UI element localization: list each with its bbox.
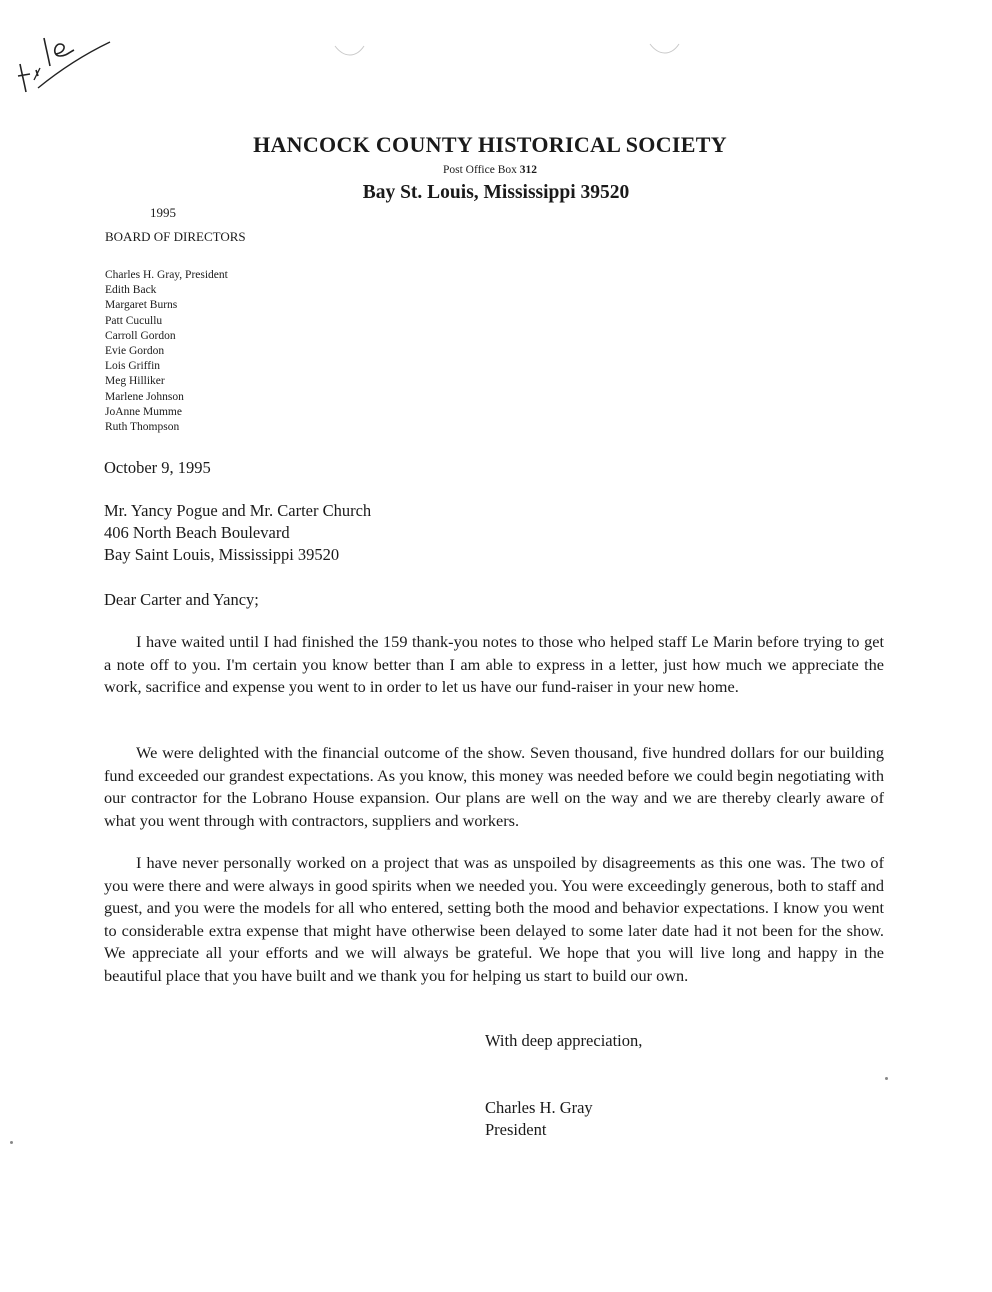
board-member: Patt Cucullu [105, 314, 163, 327]
board-member: Evie Gordon [105, 345, 165, 358]
board-member: Ruth Thompson [105, 421, 180, 434]
board-member: Lois Griffin [105, 360, 161, 373]
board-member: Margaret Burns [105, 299, 178, 312]
signer-name: Charles H. Gray [485, 1098, 593, 1117]
scan-speck [10, 1141, 13, 1144]
organization-city: Bay St. Louis, Mississippi 39520 [362, 182, 630, 203]
organization-name: HANCOCK COUNTY HISTORICAL SOCIETY [253, 132, 727, 157]
board-member: Edith Back [105, 284, 157, 297]
body-paragraph: We were delighted with the financial outcome of the show. Seven thousand, five hundred dollars for our building fund exceeded our grandest expectations. As you know, this money was needed before we could begin negotiating with our contractor for the Lobrano House expansion. Our plans are well on the way and we are thereby clearly aware of what you went through with contractors, suppliers and workers. [104, 743, 884, 830]
board-title: BOARD OF DIRECTORS [105, 229, 246, 244]
board-member: Carroll Gordon [105, 329, 176, 342]
handwritten-file-note [10, 30, 120, 100]
body-paragraph: I have never personally worked on a project that was as unspoiled by disagreements as this one was. The two of you were there and were always in good spirits when we needed you. You were exceedingly generous, both to staff and guest, and you were the models for all who entered, setting both the mood and behavior expectations. I know you went to considerable extra expense that might have otherwise been delayed to some later date had it not been for the show. We appreciate all your efforts and we will always be grateful. We hope that you will live long and happy in the beautiful place that you have built and we thank you for helping us start to build our own. [104, 853, 884, 985]
scan-speck [885, 1077, 888, 1080]
signer-title: President [485, 1120, 547, 1139]
closing: With deep appreciation, [485, 1031, 643, 1050]
recipient-address [104, 500, 371, 566]
recipient-line: Bay Saint Louis, Mississippi 39520 [104, 545, 340, 564]
scan-mark [330, 40, 370, 60]
board-year: 1995 [150, 205, 176, 220]
recipient-line: 406 North Beach Boulevard [104, 523, 290, 542]
po-box-prefix: Post Office Box [442, 164, 520, 176]
board-member: Meg Hilliker [105, 375, 165, 388]
board-member: JoAnne Mumme [105, 405, 182, 418]
scan-mark [645, 38, 685, 58]
letter-date: October 9, 1995 [104, 458, 211, 477]
po-box-number: 312 [519, 164, 538, 176]
recipient-line: Mr. Yancy Pogue and Mr. Carter Church [104, 501, 372, 520]
board-member: Marlene Johnson [105, 390, 184, 403]
body-paragraph: I have waited until I had finished the 159 thank-you notes to those who helped staff Le Marin before trying to get a note off to you. I'm certain you know better than I am able to express in a letter, just how much we appreciate the work, sacrifice and expense you went to in order to let us have our fund-raiser in your new home. [104, 632, 884, 696]
salutation: Dear Carter and Yancy; [104, 590, 259, 609]
po-box [0, 164, 980, 176]
board-member: Charles H. Gray, President [105, 269, 228, 281]
signature-block [485, 1097, 593, 1141]
board-member-list [105, 268, 228, 435]
